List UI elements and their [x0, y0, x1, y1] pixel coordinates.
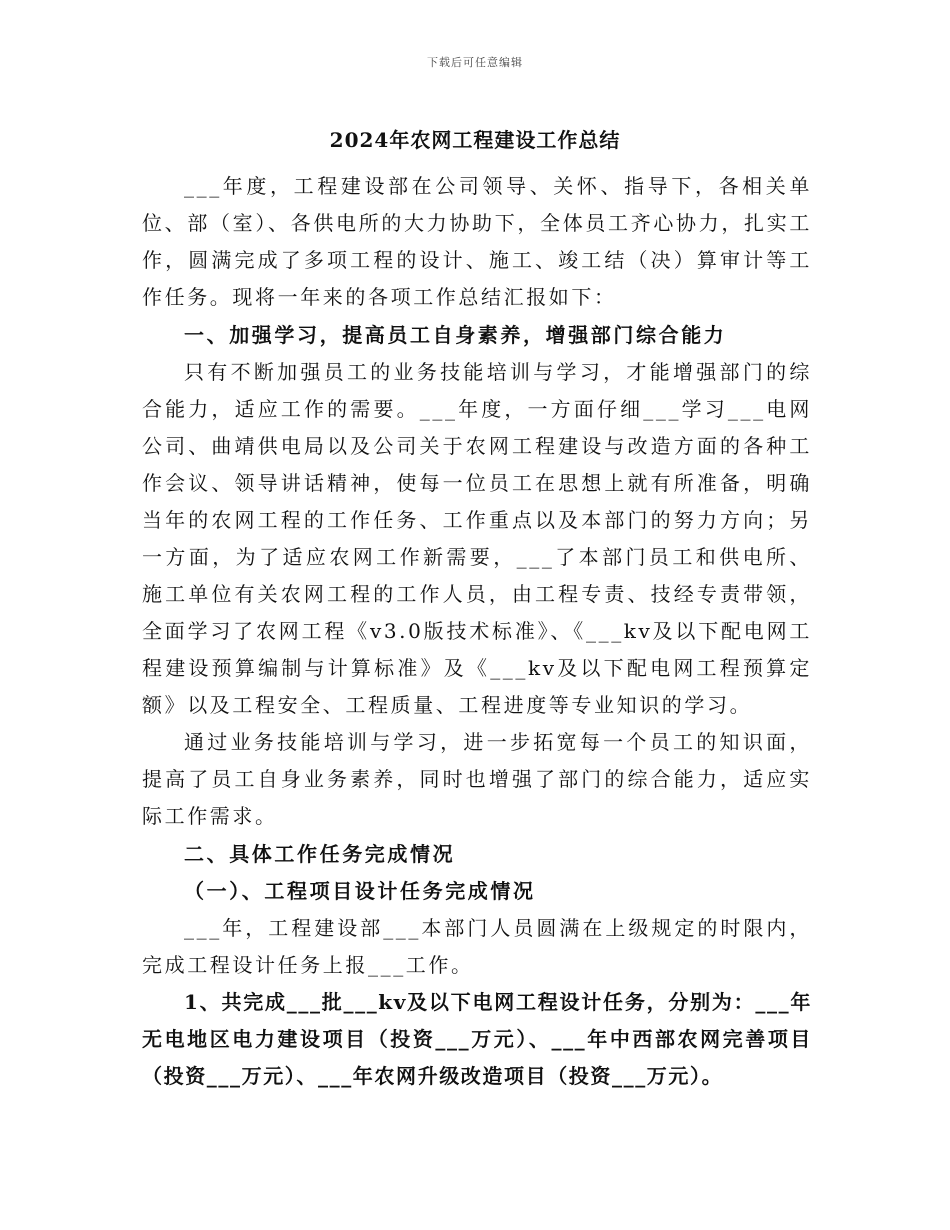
- section-1-paragraph-1: 只有不断加强员工的业务技能培训与学习，才能增强部门的综合能力，适应工作的需要。___年度，一方面仔细___学习___电网公司、曲靖供电局以及公司关于农网工程建设与改造方面的各种工作会议、领导讲话精神，使每一位员工在思想上就有所准备，明确当年的农网工程的工作任务、工作重点以及本部门的努力方向；另一方面，为了适应农网工作新需要，___了本部门员工和供电所、施工单位有关农网工程的工作人员，由工程专责、技经专责带领，全面学习了农网工程《v3.0版技术标准》、《___kv及以下配电网工程建设预算编制与计算标准》及《___kv及以下配电网工程预算定额》以及工程安全、工程质量、工程进度等专业知识的学习。: [142, 360, 812, 717]
- section-two: [142, 836, 812, 1095]
- section-one: [142, 317, 812, 835]
- intro-paragraph: ___年度，工程建设部在公司领导、关怀、指导下，各相关单位、部（室）、各供电所的大力协助下，全体员工齐心协力，扎实工作，圆满完成了多项工程的设计、施工、竣工结（决）算审计等工作任务。现将一年来的各项工作总结汇报如下：: [142, 174, 812, 309]
- intro-section: [142, 168, 812, 316]
- section-heading-1: 一、加强学习，提高员工自身素养，增强部门综合能力: [184, 323, 727, 347]
- subsection-heading-1: （一）、工程项目设计任务完成情况: [184, 879, 536, 903]
- section-1-paragraph-2: 通过业务技能培训与学习，进一步拓宽每一个员工的知识面，提高了员工自身业务素养，同时也增强了部门的综合能力，适应实际工作需求。: [142, 730, 812, 828]
- subsection-1-paragraph: ___年，工程建设部___本部门人员圆满在上级规定的时限内，完成工程设计任务上报___工作。: [142, 916, 812, 977]
- section-heading-2: 二、具体工作任务完成情况: [184, 842, 456, 866]
- document-title: 2024年农网工程建设工作总结: [329, 128, 621, 152]
- header-note: 下载后可任意编辑: [427, 56, 523, 69]
- subsection-1-item-1: 1、共完成___批___kv及以下电网工程设计任务，分别为：___年无电地区电力建设项目（投资___万元）、___年中西部农网完善项目（投资___万元）、___年农网升级改造项目（投资___万元）。: [142, 990, 812, 1088]
